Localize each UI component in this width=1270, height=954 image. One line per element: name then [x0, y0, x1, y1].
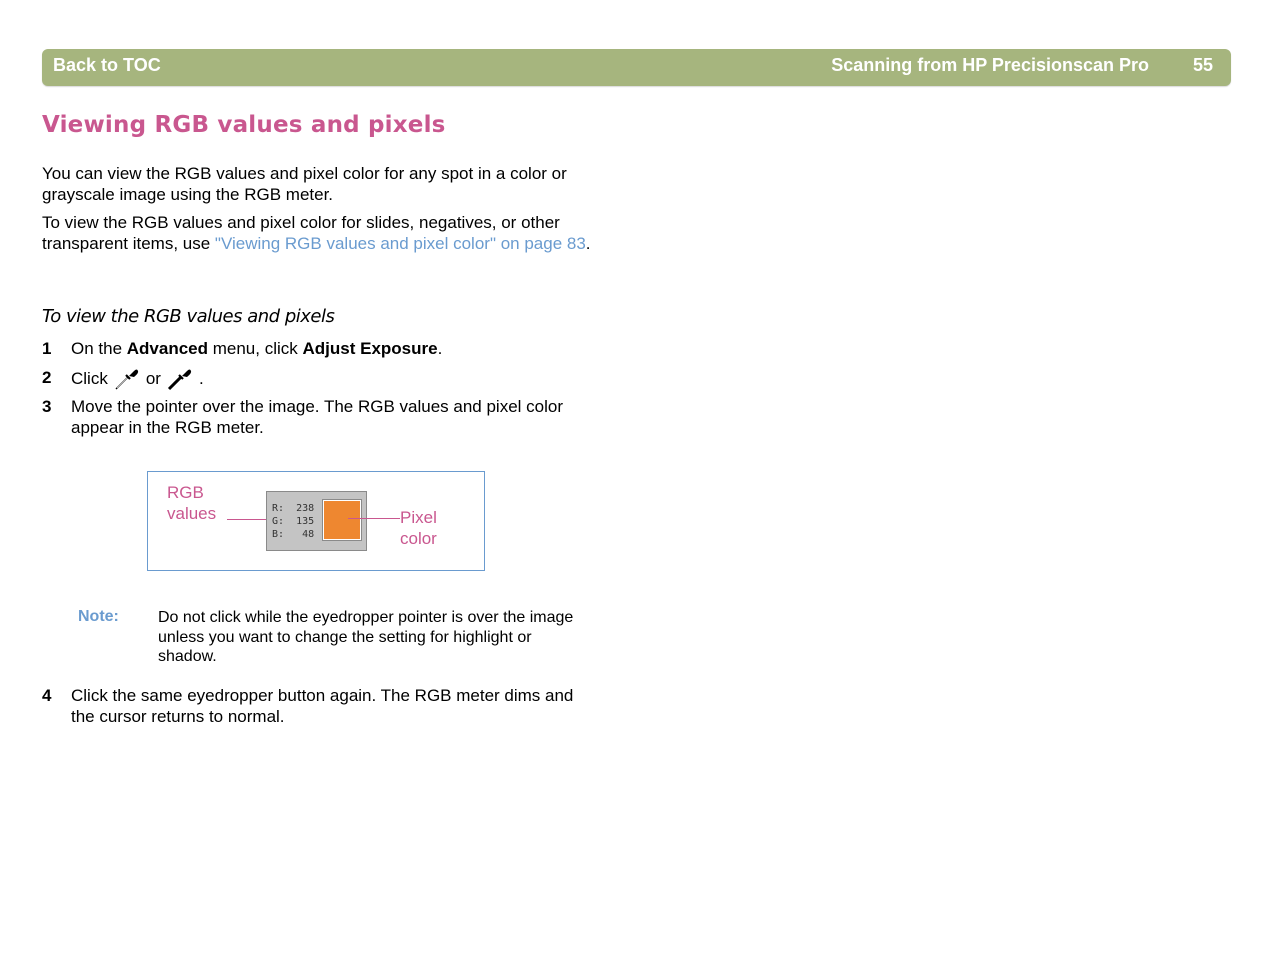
step-2-or: or — [145, 368, 161, 388]
intro-paragraph-1: You can view the RGB values and pixel color for any spot in a color or grayscale image using the RGB meter. — [42, 164, 567, 204]
step-number: 4 — [42, 686, 52, 705]
procedure-title: To view the RGB values and pixels — [42, 306, 335, 327]
rgb-label-line-2: values — [167, 504, 217, 523]
rgb-meter-figure — [147, 471, 485, 571]
note-text: Do not click while the eyedropper pointer is over the image unless you want to change the setting for highlight or shadow. — [158, 609, 574, 665]
menu-name-advanced: Advanced — [126, 339, 209, 358]
header-bar — [42, 49, 1231, 86]
cross-reference-link[interactable]: "Viewing RGB values and pixel color" on page 83 — [214, 234, 586, 253]
pixel-label-line-1: Pixel — [400, 508, 437, 527]
step-number: 2 — [42, 368, 52, 387]
rgb-meter-values: R: 238 G: 135 B: 48 — [272, 503, 315, 540]
rgb-meter — [266, 491, 367, 551]
page-title: Viewing RGB values and pixels — [42, 112, 446, 138]
command-adjust-exposure: Adjust Exposure — [302, 339, 438, 358]
step-text: Click the same eyedropper button again. The RGB meter dims and the cursor returns to normal. — [71, 686, 574, 726]
step-text — [71, 365, 601, 391]
step-2-click: Click — [71, 368, 108, 388]
pixel-color-label — [400, 507, 437, 549]
note-label: Note: — [78, 608, 119, 625]
pixel-leader-line — [348, 518, 400, 519]
pixel-label-line-2: color — [400, 529, 437, 548]
intro-p2-end: . — [585, 234, 591, 253]
rgb-leader-line — [227, 519, 271, 520]
rgb-label-line-1: RGB — [167, 483, 204, 502]
highlight-eyedropper-icon — [114, 365, 140, 391]
shadow-eyedropper-icon — [167, 365, 193, 391]
chapter-title: Scanning from HP Precisionscan Pro — [831, 55, 1149, 75]
step-number: 3 — [42, 397, 52, 416]
page-number: 55 — [1192, 55, 1213, 75]
step-text — [71, 338, 601, 359]
rgb-values-label — [167, 482, 216, 524]
intro-p2-text: To view the RGB values and pixel color for slides, negatives, or other transparent items, use — [42, 213, 560, 253]
step-2-end: . — [198, 368, 204, 388]
back-to-toc-link[interactable]: Back to TOC — [53, 55, 161, 75]
step-1-text-b: menu, click — [208, 339, 303, 358]
intro-paragraph-2 — [42, 212, 602, 254]
step-1-text-a: On the — [71, 339, 127, 358]
step-1-text-c: . — [437, 339, 443, 358]
pixel-color-swatch — [323, 500, 361, 540]
step-text: Move the pointer over the image. The RGB values and pixel color appear in the RGB meter. — [71, 397, 564, 437]
step-number: 1 — [42, 339, 52, 358]
